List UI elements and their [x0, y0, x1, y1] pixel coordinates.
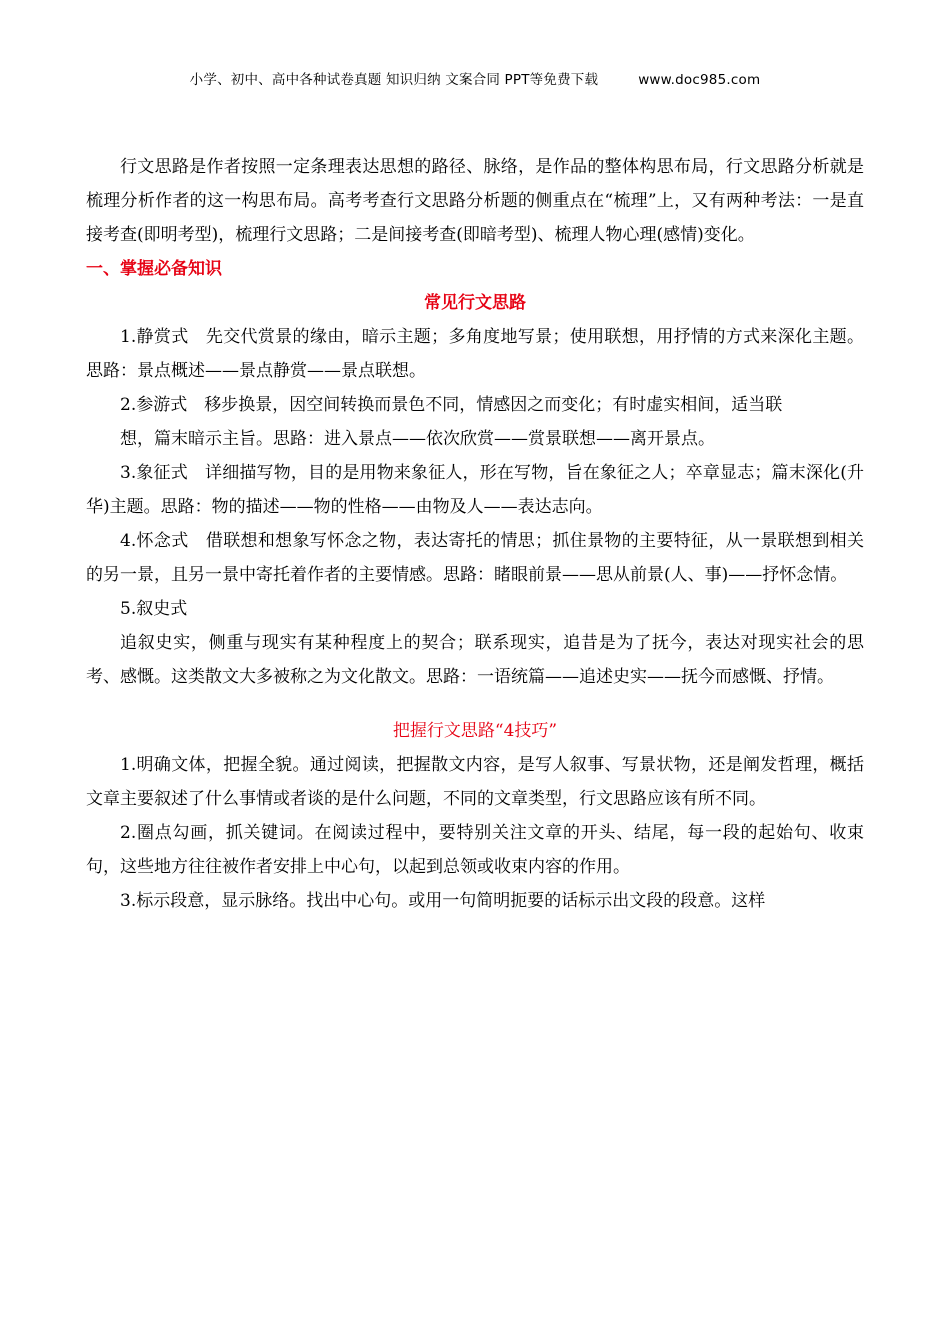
subheading-common-approaches: 常见行文思路 [424, 293, 526, 313]
subheading-four-techniques: 把握行文思路“4技巧” [392, 721, 558, 741]
page-header [0, 68, 950, 88]
list-item: 追叙史实，侧重与现实有某种程度上的契合；联系现实，追昔是为了抚今，表达对现实社会的思考、感慨。这类散文大多被称之为文化散文。思路：一语统篇——追述史实——抚今而感慨、抒情。 [86, 633, 864, 687]
list-item: 3.标示段意，显示脉络。找出中心句。或用一句简明扼要的话标示出文段的段意。这样 [120, 891, 766, 911]
list-item: 1.静赏式 先交代赏景的缘由，暗示主题；多角度地写景；使用联想，用抒情的方式来深化主题。思路：景点概述——景点静赏——景点联想。 [86, 327, 864, 381]
list-item: 3.象征式 详细描写物，目的是用物来象征人，形在写物，旨在象征之人；卒章显志；篇末深化(升华)主题。思路：物的描述——物的性格——由物及人——表达志向。 [86, 463, 864, 517]
section-heading-1: 一、掌握必备知识 [86, 259, 222, 279]
document-body [86, 150, 864, 918]
list-item: 1.明确文体，把握全貌。通过阅读，把握散文内容，是写人叙事、写景状物，还是阐发哲理，概括文章主要叙述了什么事情或者谈的是什么问题，不同的文章类型，行文思路应该有所不同。 [86, 755, 864, 809]
intro-paragraph: 行文思路是作者按照一定条理表达思想的路径、脉络，是作品的整体构思布局，行文思路分析就是梳理分析作者的这一构思布局。高考考查行文思路分析题的侧重点在“梳理”上，又有两种考法：一是直接考查(即明考型)，梳理行文思路；二是间接考查(即暗考型)、梳理人物心理(感情)变化。 [86, 157, 864, 245]
section-gap [86, 694, 864, 714]
list-item: 5.叙史式 [120, 599, 188, 619]
list-item: 2.参游式 移步换景，因空间转换而景色不同，情感因之而变化；有时虚实相间，适当联 [120, 395, 783, 415]
header-text: 小学、初中、高中各种试卷真题 知识归纳 文案合同 PPT等免费下载 [189, 72, 599, 88]
list-item: 想，篇末暗示主旨。思路：进入景点——依次欣赏——赏景联想——离开景点。 [120, 429, 715, 449]
list-item: 2.圈点勾画，抓关键词。在阅读过程中，要特别关注文章的开头、结尾，每一段的起始句、收束句，这些地方往往被作者安排上中心句，以起到总领或收束内容的作用。 [86, 823, 864, 877]
header-site-link[interactable]: www.doc985.com [638, 72, 761, 88]
list-item: 4.怀念式 借联想和想象写怀念之物，表达寄托的情思；抓住景物的主要特征，从一景联想到相关的另一景，且另一景中寄托着作者的主要情感。思路：睹眼前景——思从前景(人、事)——抒怀念情。 [86, 531, 864, 585]
